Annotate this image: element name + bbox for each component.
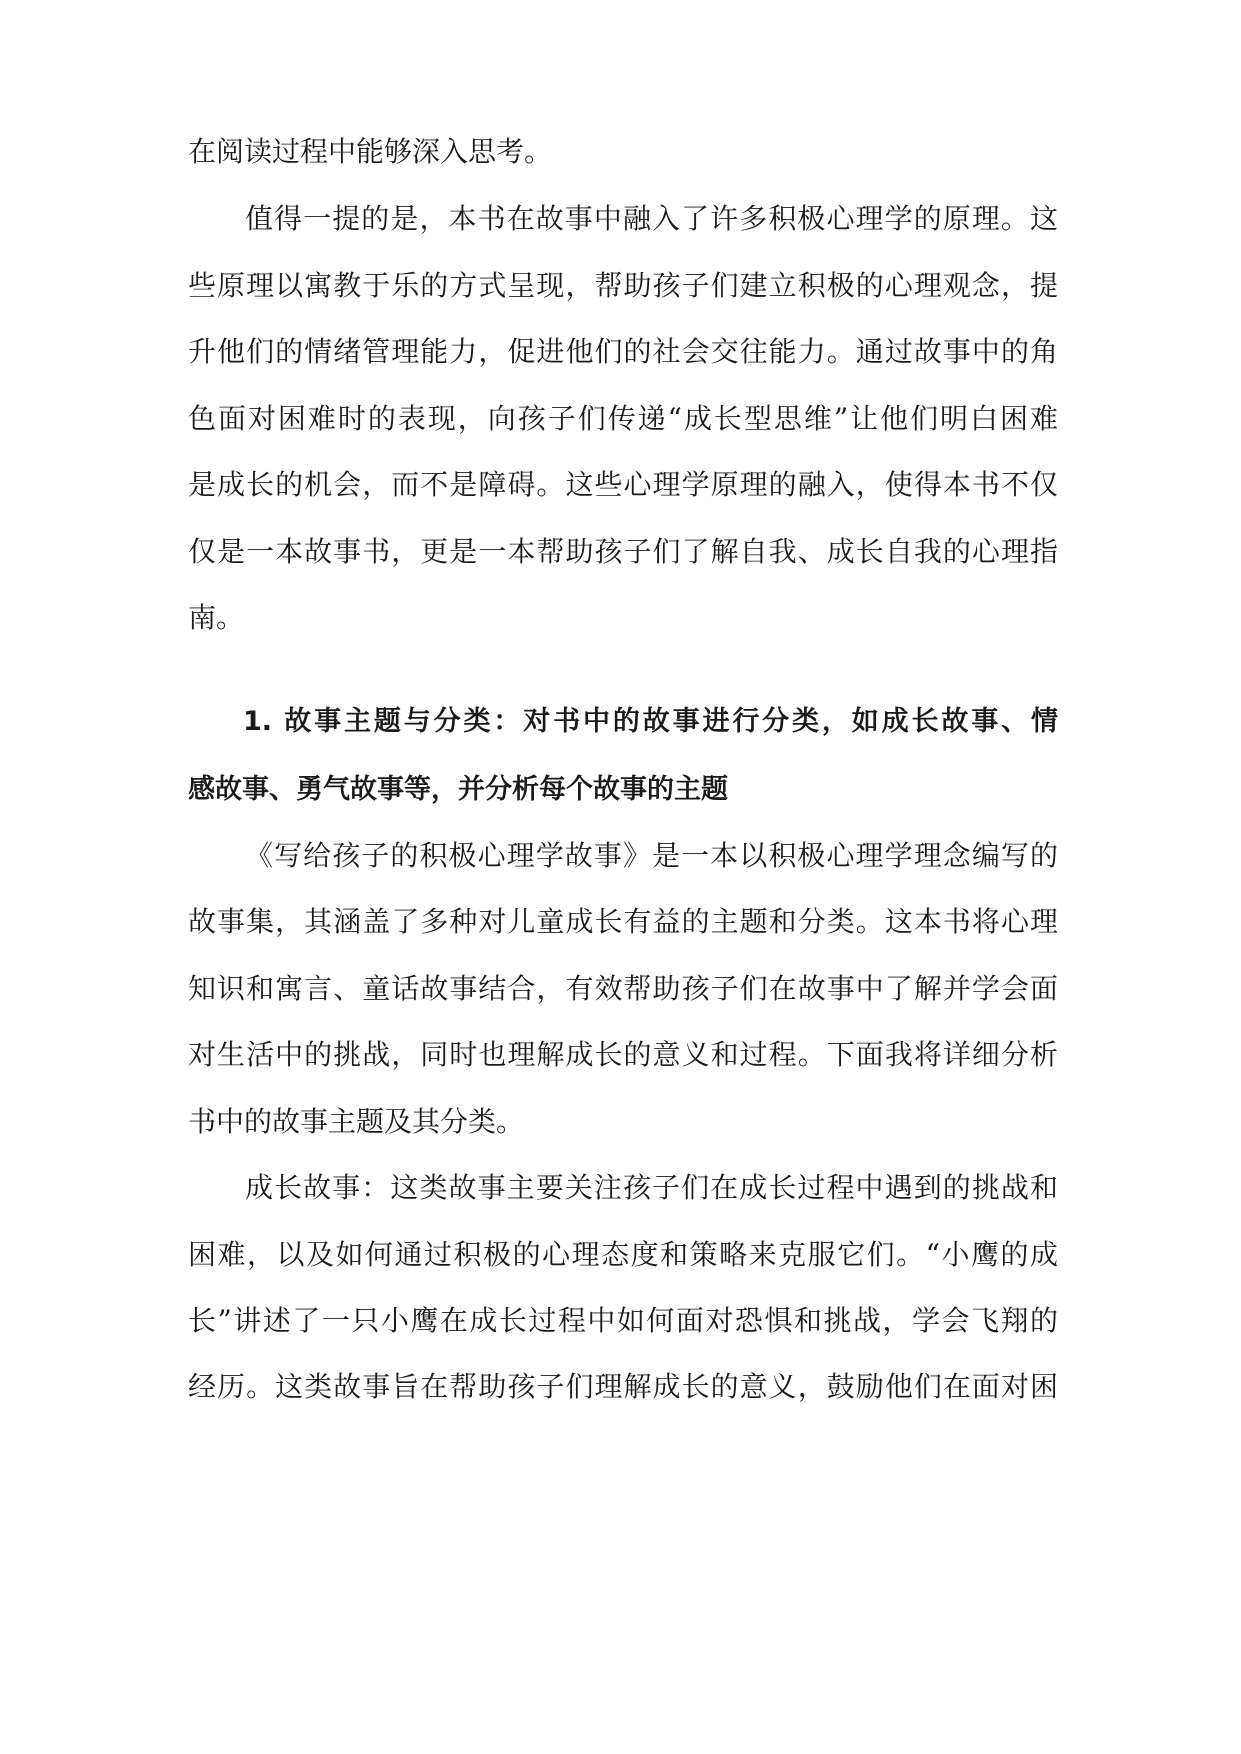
paragraph-line: 南。: [188, 601, 245, 634]
section-heading: 感故事、勇气故事等，并分析每个故事的主题: [188, 774, 728, 805]
paragraph-line: 《写给孩子的积极心理学故事》是一本以积极心理学理念编写的: [245, 839, 1058, 872]
paragraph-line: 成长故事：这类故事主要关注孩子们在成长过程中遇到的挑战和: [245, 1171, 1058, 1204]
paragraph-line: 知识和寓言、童话故事结合，有效帮助孩子们在故事中了解并学会面: [188, 972, 1058, 1005]
paragraph-line: 对生活中的挑战，同时也理解成长的意义和过程。下面我将详细分析: [188, 1038, 1058, 1071]
paragraph-line: 仅是一本故事书，更是一本帮助孩子们了解自我、成长自我的心理指: [188, 535, 1058, 568]
paragraph-line: 升他们的情绪管理能力，促进他们的社会交往能力。通过故事中的角: [188, 335, 1058, 368]
paragraph-line: 经历。这类故事旨在帮助孩子们理解成长的意义，鼓励他们在面对困: [188, 1370, 1058, 1403]
paragraph-line: 书中的故事主题及其分类。: [188, 1105, 525, 1138]
paragraph-line: 在阅读过程中能够深入思考。: [188, 135, 553, 168]
paragraph-line: 困难，以及如何通过积极的心理态度和策略来克服它们。“小鹰的成: [188, 1238, 1058, 1271]
paragraph-line: 些原理以寓教于乐的方式呈现，帮助孩子们建立积极的心理观念，提: [188, 269, 1058, 302]
paragraph-line: 色面对困难时的表现，向孩子们传递“成长型思维”让他们明白困难: [188, 402, 1058, 435]
paragraph-line: 是成长的机会，而不是障碍。这些心理学原理的融入，使得本书不仅: [188, 468, 1058, 501]
section-heading: 1. 故事主题与分类：对书中的故事进行分类，如成长故事、情: [243, 706, 1058, 737]
paragraph-line: 值得一提的是，本书在故事中融入了许多积极心理学的原理。这: [245, 202, 1058, 235]
paragraph-line: 故事集，其涵盖了多种对儿童成长有益的主题和分类。这本书将心理: [188, 905, 1058, 938]
paragraph-line: 长”讲述了一只小鹰在成长过程中如何面对恐惧和挑战，学会飞翔的: [188, 1304, 1058, 1337]
